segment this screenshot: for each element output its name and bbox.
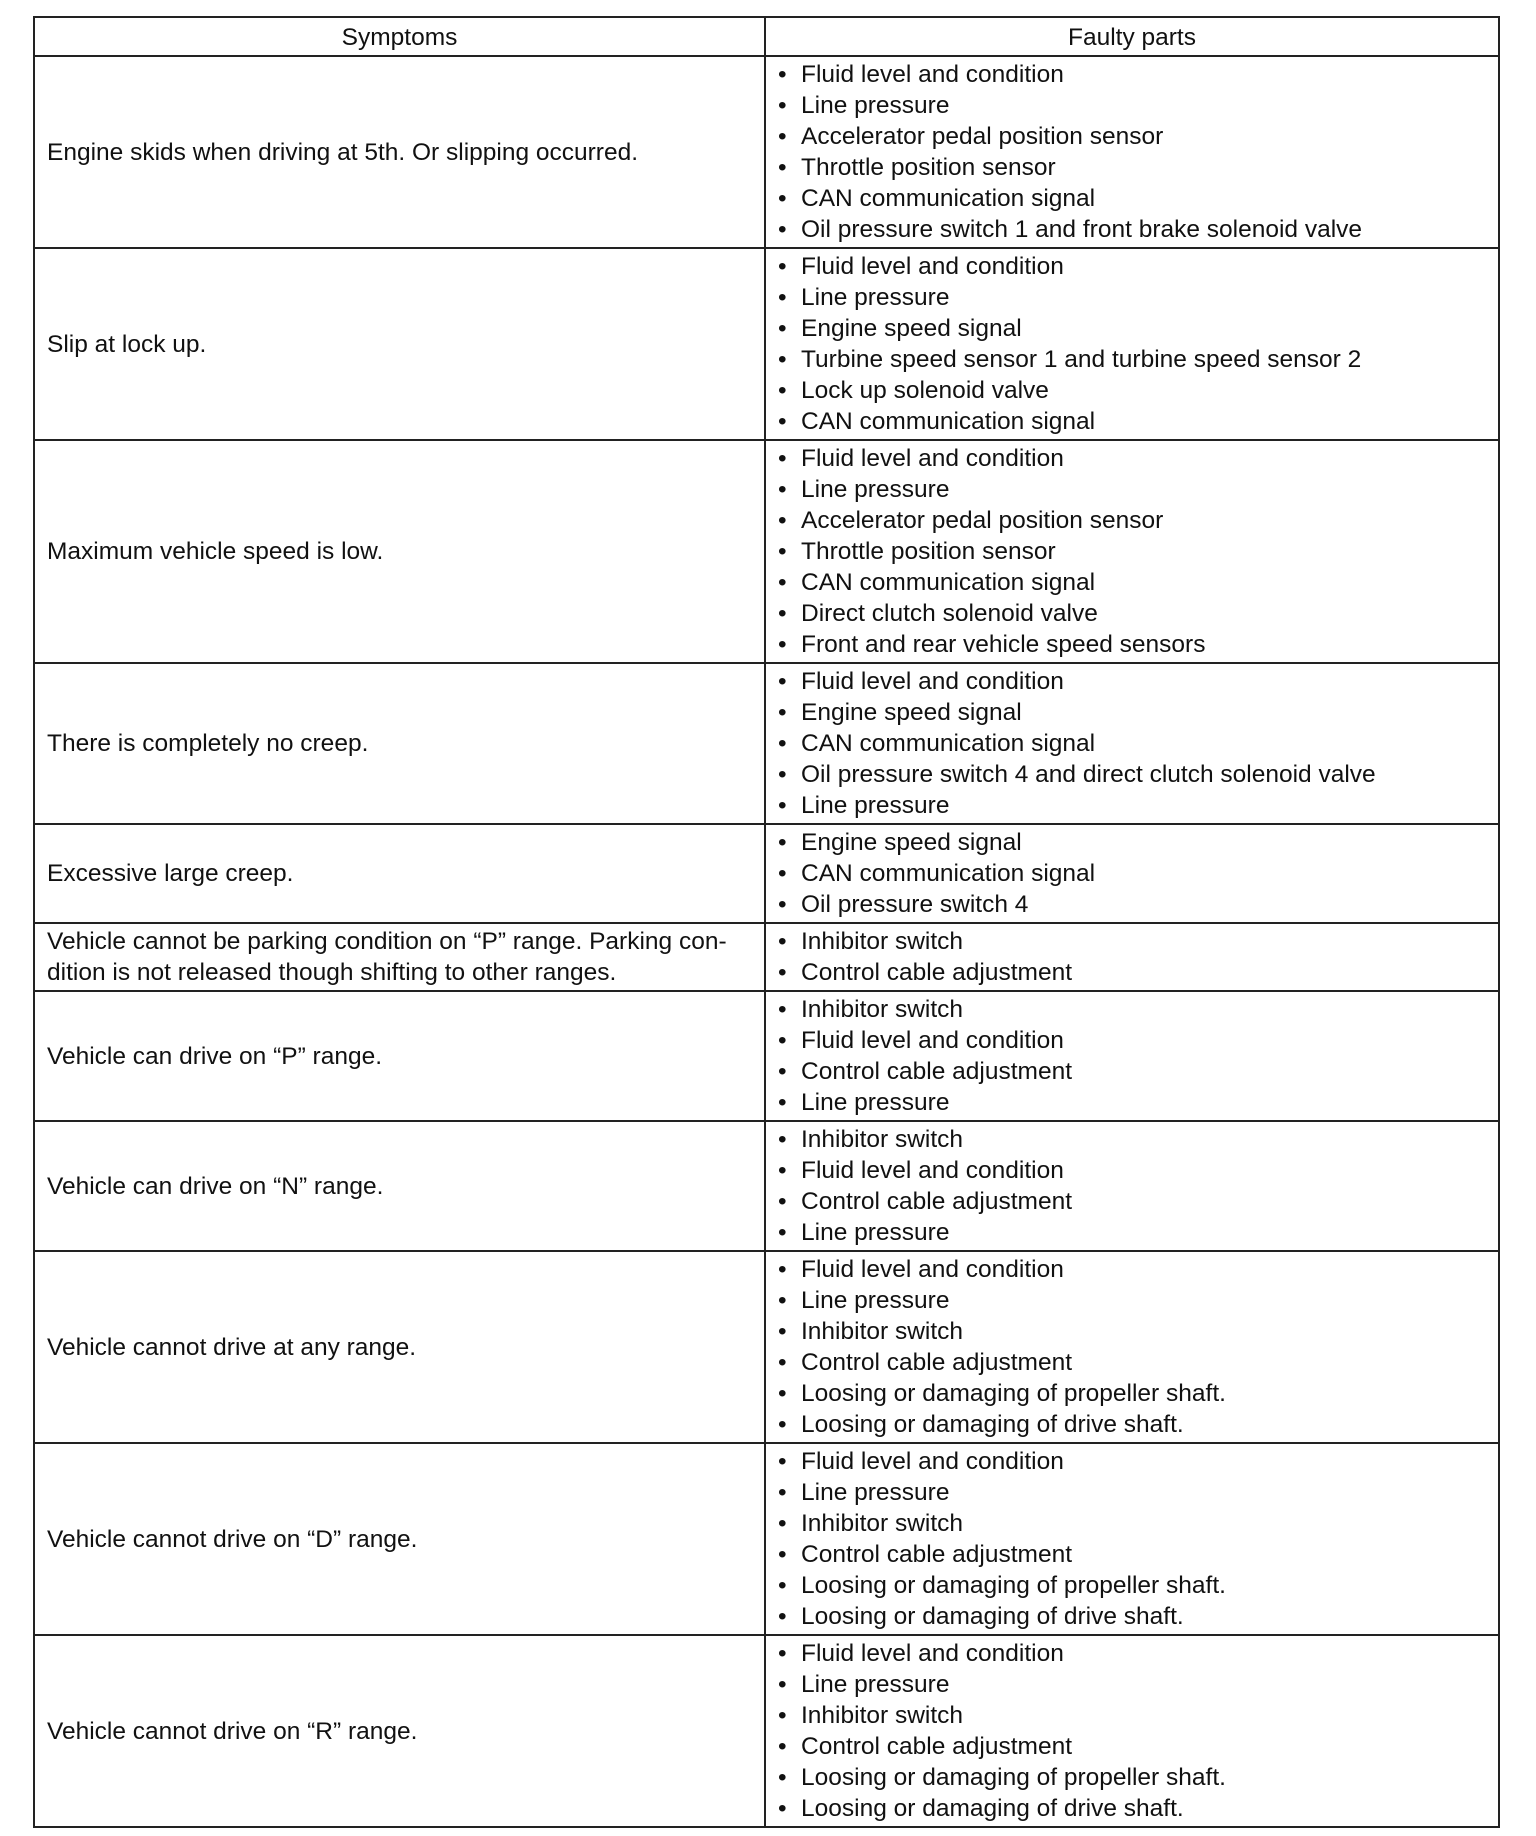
bullet-icon: •	[778, 569, 787, 596]
bullet-icon: •	[778, 1448, 787, 1475]
list-item	[776, 1539, 1488, 1570]
symptom-cell: Vehicle cannot drive on “R” range.	[34, 1635, 765, 1827]
bullet-icon: •	[778, 959, 787, 986]
bullet-icon: •	[778, 185, 787, 212]
table-header-row	[34, 17, 1499, 56]
faulty-part-text: Inhibitor switch	[801, 1702, 964, 1729]
table-row	[34, 1443, 1499, 1635]
bullet-icon: •	[778, 996, 787, 1023]
list-item	[776, 827, 1488, 858]
faulty-parts-cell	[765, 923, 1499, 991]
faulty-part-text: Line pressure	[801, 792, 950, 819]
faulty-parts-list	[776, 251, 1488, 437]
list-item	[776, 1347, 1488, 1378]
faulty-parts-list	[776, 926, 1488, 988]
bullet-icon: •	[778, 631, 787, 658]
faulty-part-text: Inhibitor switch	[801, 1126, 964, 1153]
table-row	[34, 440, 1499, 663]
faulty-part-text: Oil pressure switch 4 and direct clutch solenoid valve	[801, 761, 1376, 788]
faulty-parts-list	[776, 994, 1488, 1118]
bullet-icon: •	[778, 1640, 787, 1667]
faulty-part-text: Inhibitor switch	[801, 928, 964, 955]
table-row	[34, 248, 1499, 440]
list-item	[776, 1316, 1488, 1347]
list-item	[776, 1378, 1488, 1409]
faulty-part-text: Control cable adjustment	[801, 959, 1073, 986]
faulty-part-text: Oil pressure switch 4	[801, 891, 1029, 918]
list-item	[776, 1446, 1488, 1477]
list-item	[776, 1669, 1488, 1700]
faulty-part-text: Throttle position sensor	[801, 538, 1056, 565]
faulty-part-text: Line pressure	[801, 1479, 950, 1506]
list-item	[776, 251, 1488, 282]
list-item	[776, 90, 1488, 121]
faulty-part-text: Line pressure	[801, 1671, 950, 1698]
symptom-cell: Vehicle cannot drive at any range.	[34, 1251, 765, 1443]
bullet-icon: •	[778, 1089, 787, 1116]
faulty-part-text: Fluid level and condition	[801, 253, 1064, 280]
bullet-icon: •	[778, 1027, 787, 1054]
bullet-icon: •	[778, 668, 787, 695]
troubleshooting-table-container	[33, 16, 1498, 1828]
bullet-icon: •	[778, 61, 787, 88]
faulty-part-text: Lock up solenoid valve	[801, 377, 1049, 404]
faulty-parts-cell	[765, 991, 1499, 1121]
bullet-icon: •	[778, 284, 787, 311]
list-item	[776, 858, 1488, 889]
list-item	[776, 1155, 1488, 1186]
list-item	[776, 1285, 1488, 1316]
bullet-icon: •	[778, 1411, 787, 1438]
bullet-icon: •	[778, 253, 787, 280]
faulty-part-text: Oil pressure switch 1 and front brake solenoid valve	[801, 216, 1363, 243]
bullet-icon: •	[778, 1157, 787, 1184]
list-item	[776, 406, 1488, 437]
list-item	[776, 536, 1488, 567]
faulty-part-text: Loosing or damaging of drive shaft.	[801, 1795, 1184, 1822]
table-row	[34, 1635, 1499, 1827]
list-item	[776, 790, 1488, 821]
list-item	[776, 344, 1488, 375]
faulty-part-text: CAN communication signal	[801, 860, 1096, 887]
bullet-icon: •	[778, 1733, 787, 1760]
faulty-parts-list	[776, 827, 1488, 920]
faulty-part-text: Fluid level and condition	[801, 1027, 1064, 1054]
list-item	[776, 1638, 1488, 1669]
faulty-parts-list	[776, 443, 1488, 660]
symptom-cell: Vehicle cannot be parking condition on “P” range. Parking con-dition is not released though shifting to other ranges.	[34, 923, 765, 991]
faulty-part-text: Loosing or damaging of drive shaft.	[801, 1603, 1184, 1630]
bullet-icon: •	[778, 476, 787, 503]
faulty-parts-cell	[765, 663, 1499, 824]
bullet-icon: •	[778, 600, 787, 627]
faulty-part-text: CAN communication signal	[801, 569, 1096, 596]
list-item	[776, 505, 1488, 536]
faulty-part-text: Line pressure	[801, 1089, 950, 1116]
list-item	[776, 759, 1488, 790]
faulty-part-text: Fluid level and condition	[801, 1157, 1064, 1184]
bullet-icon: •	[778, 1380, 787, 1407]
list-item	[776, 1477, 1488, 1508]
list-item	[776, 697, 1488, 728]
list-item	[776, 1570, 1488, 1601]
table-row	[34, 824, 1499, 923]
faulty-part-text: Line pressure	[801, 1219, 950, 1246]
list-item	[776, 59, 1488, 90]
list-item	[776, 121, 1488, 152]
bullet-icon: •	[778, 445, 787, 472]
list-item	[776, 889, 1488, 920]
faulty-part-text: Engine speed signal	[801, 315, 1022, 342]
bullet-icon: •	[778, 928, 787, 955]
list-item	[776, 666, 1488, 697]
list-item	[776, 443, 1488, 474]
list-item	[776, 1731, 1488, 1762]
symptom-cell: There is completely no creep.	[34, 663, 765, 824]
faulty-part-text: CAN communication signal	[801, 730, 1096, 757]
bullet-icon: •	[778, 123, 787, 150]
faulty-part-text: Control cable adjustment	[801, 1058, 1073, 1085]
list-item	[776, 567, 1488, 598]
list-item	[776, 474, 1488, 505]
faulty-parts-cell	[765, 56, 1499, 248]
bullet-icon: •	[778, 1603, 787, 1630]
table-row	[34, 1251, 1499, 1443]
bullet-icon: •	[778, 1572, 787, 1599]
bullet-icon: •	[778, 1219, 787, 1246]
list-item	[776, 1762, 1488, 1793]
faulty-parts-header: Faulty parts	[765, 17, 1499, 56]
faulty-part-text: Engine speed signal	[801, 829, 1022, 856]
list-item	[776, 1087, 1488, 1118]
list-item	[776, 1793, 1488, 1824]
faulty-part-text: Throttle position sensor	[801, 154, 1056, 181]
faulty-part-text: Inhibitor switch	[801, 996, 964, 1023]
bullet-icon: •	[778, 1671, 787, 1698]
table-row	[34, 1121, 1499, 1251]
symptom-cell: Engine skids when driving at 5th. Or slipping occurred.	[34, 56, 765, 248]
faulty-part-text: Line pressure	[801, 284, 950, 311]
table-body	[34, 56, 1499, 1827]
bullet-icon: •	[778, 829, 787, 856]
bullet-icon: •	[778, 377, 787, 404]
list-item	[776, 282, 1488, 313]
list-item	[776, 375, 1488, 406]
faulty-parts-cell	[765, 824, 1499, 923]
faulty-part-text: Fluid level and condition	[801, 1640, 1064, 1667]
symptom-cell: Maximum vehicle speed is low.	[34, 440, 765, 663]
faulty-part-text: Accelerator pedal position sensor	[801, 507, 1164, 534]
faulty-part-text: Loosing or damaging of propeller shaft.	[801, 1764, 1226, 1791]
list-item	[776, 1025, 1488, 1056]
faulty-parts-list	[776, 1638, 1488, 1824]
faulty-part-text: Fluid level and condition	[801, 1256, 1064, 1283]
symptom-cell: Vehicle can drive on “N” range.	[34, 1121, 765, 1251]
list-item	[776, 1056, 1488, 1087]
list-item	[776, 1508, 1488, 1539]
faulty-part-text: Direct clutch solenoid valve	[801, 600, 1098, 627]
faulty-parts-list	[776, 1124, 1488, 1248]
list-item	[776, 214, 1488, 245]
faulty-parts-cell	[765, 1121, 1499, 1251]
faulty-part-text: Loosing or damaging of propeller shaft.	[801, 1572, 1226, 1599]
faulty-parts-list	[776, 666, 1488, 821]
symptom-cell: Vehicle can drive on “P” range.	[34, 991, 765, 1121]
faulty-part-text: Fluid level and condition	[801, 445, 1064, 472]
bullet-icon: •	[778, 1058, 787, 1085]
faulty-part-text: Line pressure	[801, 476, 950, 503]
bullet-icon: •	[778, 408, 787, 435]
bullet-icon: •	[778, 891, 787, 918]
bullet-icon: •	[778, 1541, 787, 1568]
list-item	[776, 994, 1488, 1025]
list-item	[776, 1254, 1488, 1285]
symptom-cell: Vehicle cannot drive on “D” range.	[34, 1443, 765, 1635]
faulty-part-text: CAN communication signal	[801, 185, 1096, 212]
faulty-parts-cell	[765, 440, 1499, 663]
list-item	[776, 728, 1488, 759]
bullet-icon: •	[778, 346, 787, 373]
faulty-part-text: Loosing or damaging of propeller shaft.	[801, 1380, 1226, 1407]
bullet-icon: •	[778, 154, 787, 181]
list-item	[776, 313, 1488, 344]
bullet-icon: •	[778, 92, 787, 119]
list-item	[776, 629, 1488, 660]
bullet-icon: •	[778, 1795, 787, 1822]
faulty-part-text: Inhibitor switch	[801, 1510, 964, 1537]
list-item	[776, 1186, 1488, 1217]
faulty-parts-list	[776, 1446, 1488, 1632]
bullet-icon: •	[778, 315, 787, 342]
faulty-parts-cell	[765, 248, 1499, 440]
faulty-part-text: Control cable adjustment	[801, 1541, 1073, 1568]
list-item	[776, 152, 1488, 183]
list-item	[776, 1409, 1488, 1440]
faulty-parts-cell	[765, 1251, 1499, 1443]
bullet-icon: •	[778, 730, 787, 757]
list-item	[776, 1700, 1488, 1731]
faulty-parts-cell	[765, 1443, 1499, 1635]
faulty-part-text: CAN communication signal	[801, 408, 1096, 435]
list-item	[776, 183, 1488, 214]
faulty-part-text: Line pressure	[801, 92, 950, 119]
list-item	[776, 1217, 1488, 1248]
bullet-icon: •	[778, 1126, 787, 1153]
list-item	[776, 1124, 1488, 1155]
bullet-icon: •	[778, 1256, 787, 1283]
faulty-part-text: Control cable adjustment	[801, 1188, 1073, 1215]
table-row	[34, 991, 1499, 1121]
list-item	[776, 598, 1488, 629]
faulty-part-text: Front and rear vehicle speed sensors	[801, 631, 1206, 658]
faulty-parts-list	[776, 1254, 1488, 1440]
table-row	[34, 56, 1499, 248]
bullet-icon: •	[778, 538, 787, 565]
bullet-icon: •	[778, 507, 787, 534]
bullet-icon: •	[778, 1510, 787, 1537]
bullet-icon: •	[778, 216, 787, 243]
symptom-cell: Slip at lock up.	[34, 248, 765, 440]
bullet-icon: •	[778, 1318, 787, 1345]
bullet-icon: •	[778, 1188, 787, 1215]
faulty-part-text: Control cable adjustment	[801, 1733, 1073, 1760]
bullet-icon: •	[778, 761, 787, 788]
faulty-parts-cell	[765, 1635, 1499, 1827]
faulty-part-text: Turbine speed sensor 1 and turbine speed sensor 2	[801, 346, 1362, 373]
faulty-part-text: Fluid level and condition	[801, 668, 1064, 695]
faulty-part-text: Inhibitor switch	[801, 1318, 964, 1345]
symptom-cell: Excessive large creep.	[34, 824, 765, 923]
faulty-part-text: Fluid level and condition	[801, 61, 1064, 88]
bullet-icon: •	[778, 1287, 787, 1314]
list-item	[776, 1601, 1488, 1632]
bullet-icon: •	[778, 1702, 787, 1729]
table-row	[34, 923, 1499, 991]
faulty-part-text: Accelerator pedal position sensor	[801, 123, 1164, 150]
faulty-part-text: Loosing or damaging of drive shaft.	[801, 1411, 1184, 1438]
faulty-part-text: Control cable adjustment	[801, 1349, 1073, 1376]
symptoms-header: Symptoms	[34, 17, 765, 56]
bullet-icon: •	[778, 1764, 787, 1791]
faulty-part-text: Fluid level and condition	[801, 1448, 1064, 1475]
troubleshooting-table	[33, 16, 1500, 1828]
faulty-part-text: Engine speed signal	[801, 699, 1022, 726]
list-item	[776, 926, 1488, 957]
faulty-parts-list	[776, 59, 1488, 245]
faulty-part-text: Line pressure	[801, 1287, 950, 1314]
bullet-icon: •	[778, 699, 787, 726]
bullet-icon: •	[778, 860, 787, 887]
table-row	[34, 663, 1499, 824]
bullet-icon: •	[778, 1349, 787, 1376]
bullet-icon: •	[778, 792, 787, 819]
list-item	[776, 957, 1488, 988]
bullet-icon: •	[778, 1479, 787, 1506]
